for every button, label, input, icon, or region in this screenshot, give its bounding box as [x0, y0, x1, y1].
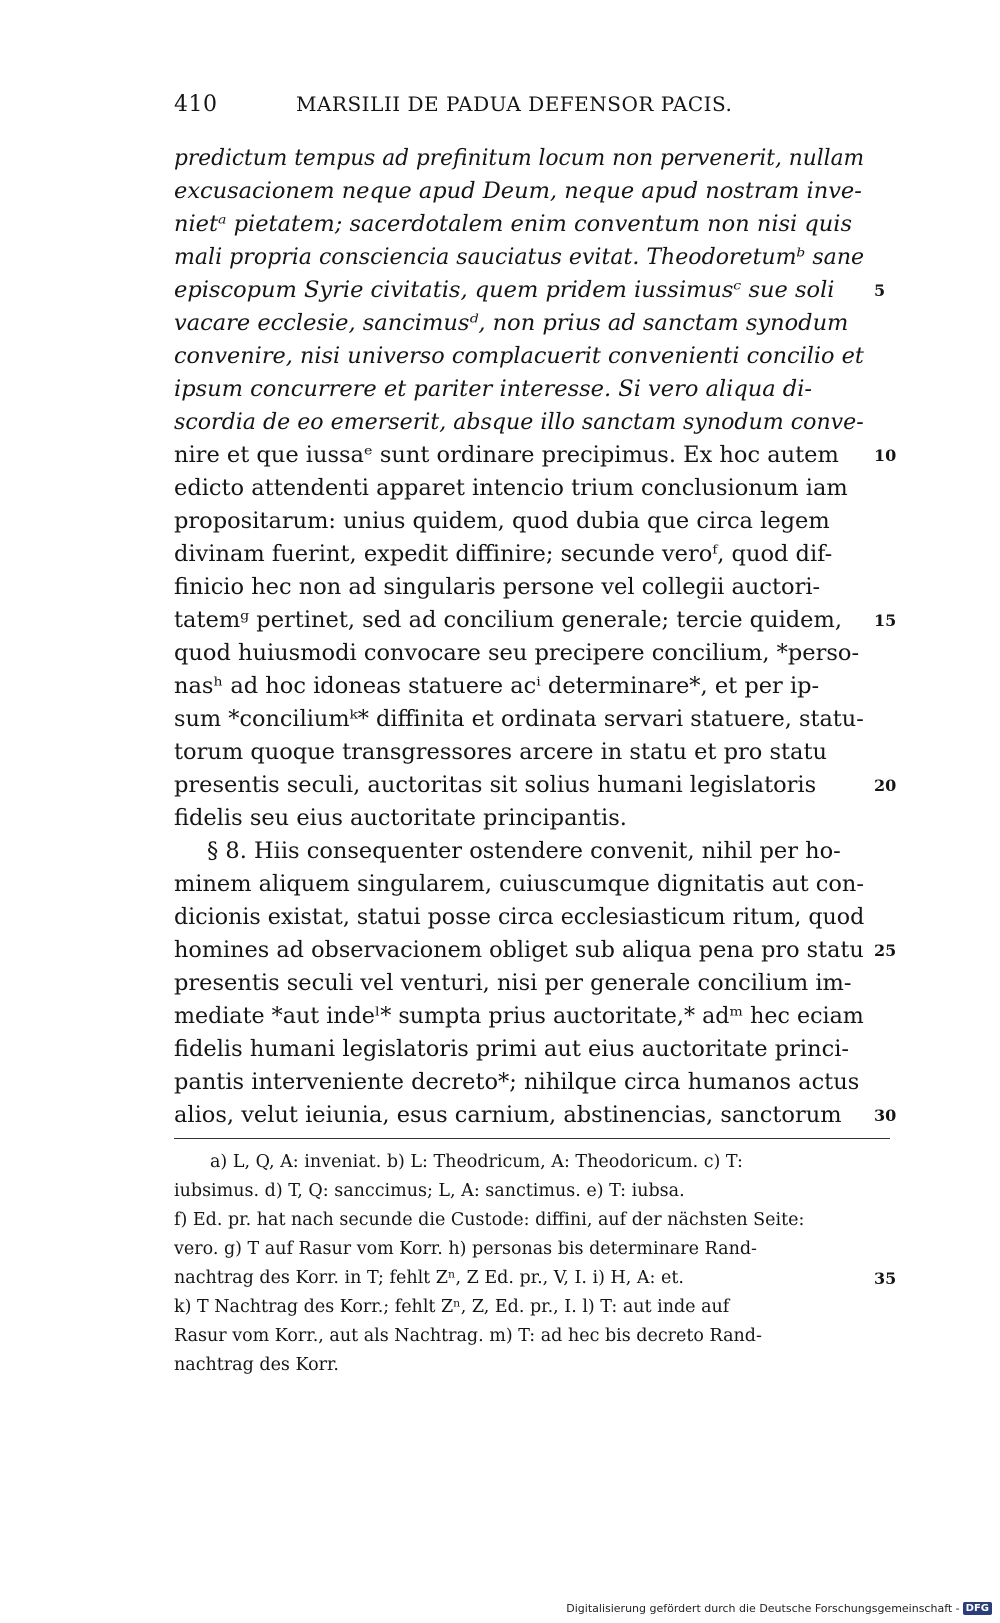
line-text: presentis seculi vel venturi, nisi per generale concilium im-	[174, 970, 852, 996]
text-line	[174, 802, 890, 835]
text-line	[174, 571, 890, 604]
footnote-text: f) Ed. pr. hat nach secunde die Custode: diffini, auf der nächsten Seite:	[174, 1210, 805, 1230]
line-text: fidelis seu eius auctoritate principantis.	[174, 805, 627, 831]
footnote-line	[174, 1235, 890, 1264]
line-text: predictum tempus ad prefinitum locum non pervenerit, nullam	[174, 145, 865, 171]
line-text: torum quoque transgressores arcere in statu et pro statu	[174, 739, 827, 765]
text-line	[174, 307, 890, 340]
line-text: minem aliquem singularem, cuiuscumque dignitatis aut con-	[174, 871, 864, 897]
text-line	[174, 637, 890, 670]
footnote-text: a) L, Q, A: inveniat. b) L: Theodricum, A: Theodoricum. c) T:	[210, 1152, 743, 1172]
text-line	[174, 340, 890, 373]
text-line	[174, 769, 897, 802]
line-text: ipsum concurrere et pariter interesse. Si vero aliqua di-	[174, 376, 812, 402]
text-line	[174, 472, 890, 505]
footnote-line	[174, 1322, 890, 1351]
text-line	[174, 1033, 890, 1066]
line-text: convenire, nisi universo complacuerit convenienti concilio et	[174, 343, 864, 369]
text-line	[174, 142, 890, 175]
line-number: 5	[874, 281, 886, 300]
line-text: alios, velut ieiunia, esus carnium, abstinencias, sanctorum	[174, 1102, 842, 1128]
line-text: tatemᵍ pertinet, sed ad concilium generale; tercie quidem,	[174, 607, 842, 633]
text-line	[174, 604, 897, 637]
line-text: § 8. Hiis consequenter ostendere convenit, nihil per ho-	[207, 838, 841, 864]
line-text: scordia de eo emerserit, absque illo sanctam synodum conve-	[174, 409, 864, 435]
line-text: quod huiusmodi convocare seu precipere concilium, *perso-	[174, 640, 860, 666]
line-text: nasʰ ad hoc idoneas statuere acⁱ determinare*, et per ip-	[174, 673, 820, 699]
footnote-text: k) T Nachtrag des Korr.; fehlt Zⁿ, Z, Ed. pr., I. l) T: aut inde auf	[174, 1297, 730, 1317]
text-line	[174, 868, 890, 901]
line-number: 25	[874, 941, 897, 960]
footnotes	[174, 1148, 897, 1380]
line-text: edicto attendenti apparet intencio trium conclusionum iam	[174, 475, 848, 501]
line-text: mali propria consciencia sauciatus evitat. Theodoretumᵇ sane	[174, 244, 865, 270]
line-text: pantis interveniente decreto*; nihilque circa humanos actus	[174, 1069, 860, 1095]
line-number: 15	[874, 611, 897, 630]
line-text: propositarum: unius quidem, quod dubia que circa legem	[174, 508, 830, 534]
line-text: finicio hec non ad singularis persone vel collegii auctori-	[174, 574, 821, 600]
main-text	[174, 142, 897, 1132]
line-text: nire et que iussaᵉ sunt ordinare precipimus. Ex hoc autem	[174, 442, 839, 468]
footnote-line	[174, 1351, 890, 1380]
line-text: nietᵃ pietatem; sacerdotalem enim conventum non nisi quis	[174, 211, 853, 237]
line-text: mediate *aut indeˡ* sumpta prius auctoritate,* adᵐ hec eciam	[174, 1003, 864, 1029]
footnote-text: Rasur vom Korr., aut als Nachtrag. m) T: ad hec bis decreto Rand-	[174, 1326, 762, 1346]
text-line	[174, 406, 890, 439]
footnote-text: nachtrag des Korr. in T; fehlt Zⁿ, Z Ed. pr., V, I. i) H, A: et.	[174, 1268, 684, 1288]
line-number: 35	[874, 1269, 897, 1288]
text-line	[174, 835, 890, 868]
text-line	[174, 1000, 890, 1033]
text-line	[174, 538, 890, 571]
footnote-line	[174, 1293, 890, 1322]
line-text: excusacionem neque apud Deum, neque apud nostram inve-	[174, 178, 862, 204]
credit-text: Digitalisierung gefördert durch die Deutsche Forschungsgemeinschaft -	[566, 1601, 960, 1615]
line-text: vacare ecclesie, sancimusᵈ, non prius ad sanctam synodum	[174, 310, 849, 336]
text-line	[174, 703, 890, 736]
text-line	[174, 439, 897, 472]
footnote-line	[174, 1264, 897, 1293]
footnote-line	[174, 1177, 890, 1206]
text-line	[174, 274, 890, 307]
line-text: homines ad observacionem obliget sub aliqua pena pro statu	[174, 937, 864, 963]
text-line	[174, 1099, 897, 1132]
text-line	[174, 736, 890, 769]
line-number: 10	[874, 446, 897, 465]
line-text: fidelis humani legislatoris primi aut eius auctoritate princi-	[174, 1036, 849, 1062]
line-text: dicionis existat, statui posse circa ecclesiasticum ritum, quod	[174, 904, 865, 930]
text-line	[174, 505, 890, 538]
text-line	[174, 934, 897, 967]
footnote-text: vero. g) T auf Rasur vom Korr. h) personas bis determinare Rand-	[174, 1239, 757, 1259]
footnote-rule	[174, 1138, 890, 1139]
text-line	[174, 901, 890, 934]
text-line	[174, 208, 890, 241]
dfg-logo: DFG	[963, 1602, 992, 1615]
text-line	[174, 241, 890, 274]
footnote-line	[174, 1206, 890, 1235]
line-text: divinam fuerint, expedit diffinire; secunde veroᶠ, quod dif-	[174, 541, 833, 567]
text-line	[174, 175, 890, 208]
line-text: episcopum Syrie civitatis, quem pridem iussimusᶜ sue soli	[174, 277, 835, 303]
footnote-line	[174, 1148, 890, 1177]
text-line	[174, 1066, 890, 1099]
text-line	[174, 670, 890, 703]
text-line	[174, 373, 890, 406]
digitization-credit	[566, 1599, 992, 1617]
running-title: MARSILII DE PADUA DEFENSOR PACIS.	[296, 92, 733, 116]
line-number: 30	[874, 1106, 897, 1125]
line-number: 20	[874, 776, 897, 795]
footnote-text: iubsimus. d) T, Q: sanccimus; L, A: sanctimus. e) T: iubsa.	[174, 1181, 685, 1201]
footnote-text: nachtrag des Korr.	[174, 1355, 339, 1375]
text-line	[174, 967, 890, 1000]
line-text: sum *conciliumᵏ* diffinita et ordinata servari statuere, statu-	[174, 706, 864, 732]
running-head	[174, 92, 874, 122]
page-number: 410	[174, 92, 218, 117]
line-text: presentis seculi, auctoritas sit solius humani legislatoris	[174, 772, 817, 798]
